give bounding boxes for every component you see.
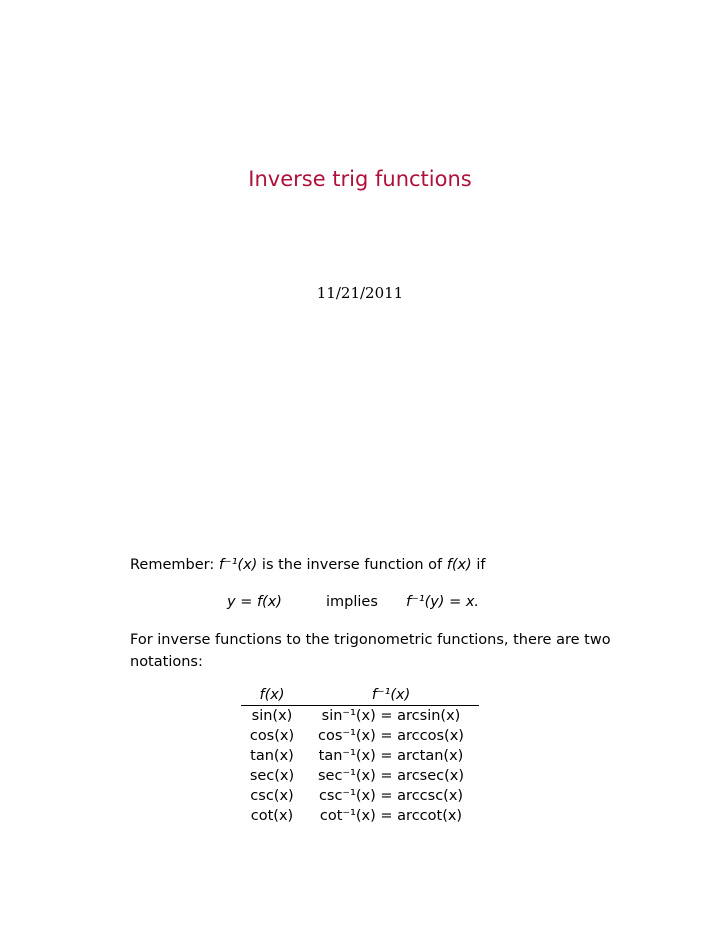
equation-left: y = f(x): [227, 594, 282, 610]
table-cell-function: csc(x): [250, 788, 294, 804]
paragraph-line-2: notations:: [130, 654, 203, 670]
remember-lead: Remember:: [130, 557, 215, 573]
table-header-row: [241, 684, 479, 706]
table-header-inverse: f⁻¹(x): [303, 684, 479, 706]
table-row: [241, 706, 479, 727]
table-header-function: f(x): [241, 684, 303, 706]
table-cell-function: sec(x): [249, 768, 295, 784]
slide-date: 11/21/2011: [316, 284, 404, 302]
table-row: [241, 786, 479, 806]
table-row: [241, 726, 479, 746]
table-row: [241, 806, 479, 826]
table-cell-inverse: cot⁻¹(x) = arccot(x): [319, 808, 463, 824]
slide-title: Inverse trig functions: [248, 167, 472, 191]
table-cell-inverse: tan⁻¹(x) = arctan(x): [318, 748, 464, 764]
remember-statement: [130, 555, 485, 575]
remember-tail-text: if: [476, 557, 486, 573]
table-cell-function: cot(x): [250, 808, 294, 824]
remember-middle-text: is the inverse function of: [261, 557, 443, 573]
table-cell-inverse: cos⁻¹(x) = arccos(x): [318, 728, 464, 744]
inverse-trig-table: [241, 684, 479, 826]
table-cell-inverse: csc⁻¹(x) = arccsc(x): [318, 788, 464, 804]
inverse-function-expression: f⁻¹(x): [218, 557, 258, 573]
table-cell-inverse: sec⁻¹(x) = arcsec(x): [317, 768, 465, 784]
table-row: [241, 766, 479, 786]
table-cell-function: tan(x): [250, 748, 294, 764]
table-cell-function: sin(x): [251, 708, 293, 724]
paragraph-line-1: For inverse functions to the trigonometric functions, there are two: [130, 632, 611, 648]
table-row: [241, 746, 479, 766]
function-expression: f(x): [446, 557, 472, 573]
equation-right: f⁻¹(y) = x.: [406, 594, 480, 610]
table-cell-function: cos(x): [249, 728, 295, 744]
equation-implies: implies: [326, 594, 378, 610]
table-cell-inverse: sin⁻¹(x) = arcsin(x): [321, 708, 461, 724]
